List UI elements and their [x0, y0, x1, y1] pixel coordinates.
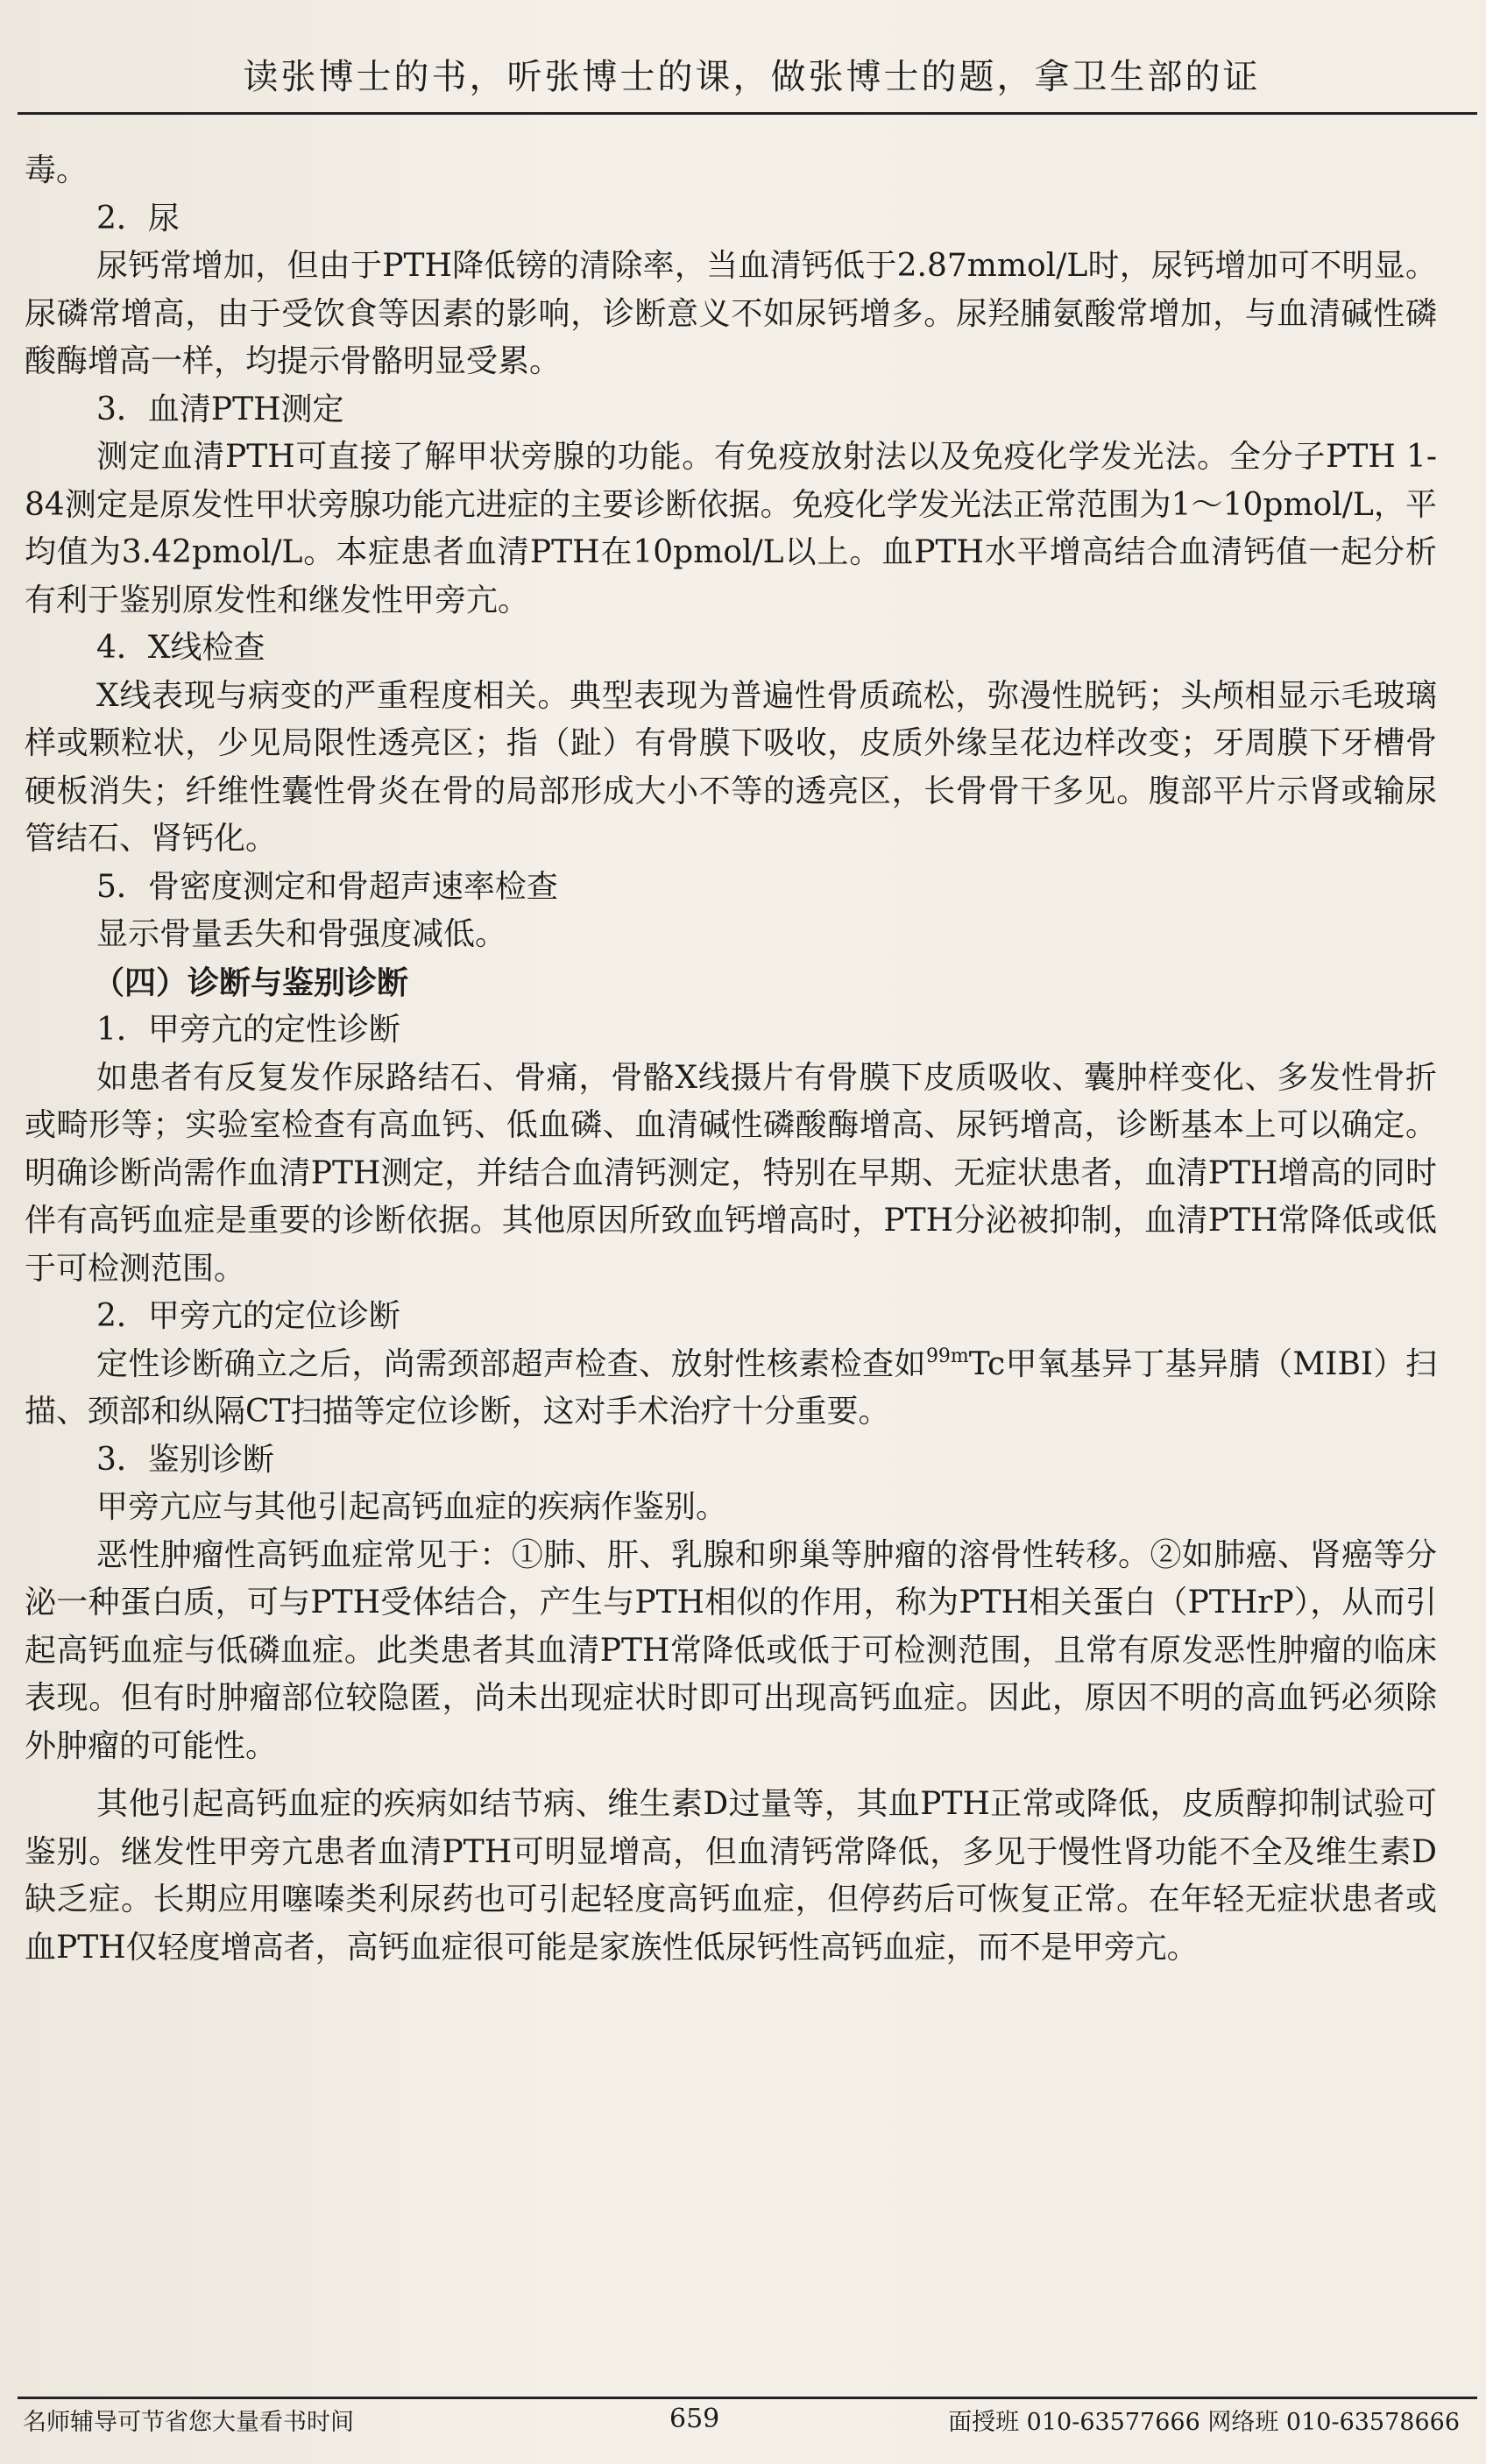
- page-footer: [18, 2405, 1468, 2449]
- section-heading-diagnosis: （四）诊断与鉴别诊断: [93, 964, 409, 1001]
- page-number: 659: [669, 2404, 720, 2434]
- heading-localization-diagnosis: 2．甲旁亢的定位诊断: [96, 1298, 400, 1334]
- paragraph-xray: X线表现与病变的严重程度相关。典型表现为普遍性骨质疏松，弥漫性脱钙；头颅相显示毛玻璃样或颗粒状，少见局限性透亮区；指（趾）有骨膜下吸收，皮质外缘呈花边样改变；牙周膜下牙槽骨硬板消失；纤维性囊性骨炎在骨的局部形成大小不等的透亮区，长骨骨干多见。腹部平片示肾或输尿管结石、肾钙化。: [25, 677, 1437, 857]
- paragraph-continuation: 毒。: [25, 152, 88, 188]
- heading-urine: 2．尿: [96, 200, 180, 237]
- paragraph-differential-intro: 甲旁亢应与其他引起高钙血症的疾病作鉴别。: [96, 1489, 728, 1525]
- heading-xray: 4．X线检查: [96, 630, 265, 666]
- footer-contact: 面授班 010-63577666 网络班 010-63578666: [948, 2409, 1460, 2436]
- paragraph-urine: 尿钙常增加，但由于PTH降低镑的清除率，当血清钙低于2.87mmol/L时，尿钙增加可不明显。尿磷常增高，由于受饮食等因素的影响，诊断意义不如尿钙增多。尿羟脯氨酸常增加，与血清碱性磷酸酶增高一样，均提示骨骼明显受累。: [25, 248, 1437, 379]
- text-segment: 定性诊断确立之后，尚需颈部超声检查、放射性核素检查如: [96, 1345, 926, 1382]
- paragraph-other-hypercalcemia: 其他引起高钙血症的疾病如结节病、维生素D过量等，其血PTH正常或降低，皮质醇抑制试验可鉴别。继发性甲旁亢患者血清PTH可明显增高，但血清钙常降低，多见于慢性肾功能不全及维生素D缺乏症。长期应用噻嗪类利尿药也可引起轻度高钙血症，但停药后可恢复正常。在年轻无症状患者或血PTH仅轻度增高者，高钙血症很可能是家族性低尿钙性高钙血症，而不是甲旁亢。: [25, 1786, 1437, 1966]
- heading-bone-density: 5．骨密度测定和骨超声速率检查: [96, 868, 558, 905]
- paragraph-malignant-hypercalcemia: 恶性肿瘤性高钙血症常见于：①肺、肝、乳腺和卵巢等肿瘤的溶骨性转移。②如肺癌、肾癌等分泌一种蛋白质，可与PTH受体结合，产生与PTH相似的作用，称为PTH相关蛋白（PTHrP），从而引起高钙血症与低磷血症。此类患者其血清PTH常降低或低于可检测范围，且常有原发恶性肿瘤的临床表现。但有时肿瘤部位较隐匿，尚未出现症状时即可出现高钙血症。因此，原因不明的高血钙必须除外肿瘤的可能性。: [25, 1536, 1437, 1764]
- footer-slogan: 名师辅导可节省您大量看书时间: [23, 2409, 354, 2436]
- running-header: 读张博士的书，听张博士的课，做张博士的题，拿卫生部的证: [243, 57, 1261, 97]
- heading-differential-diagnosis: 3．鉴别诊断: [96, 1441, 274, 1478]
- page-body: [25, 147, 1437, 1972]
- header-divider: [18, 112, 1477, 115]
- paragraph-qualitative-diagnosis: 如患者有反复发作尿路结石、骨痛，骨骼X线摄片有骨膜下皮质吸收、囊肿样变化、多发性骨折或畸形等；实验室检查有高血钙、低血磷、血清碱性磷酸酶增高、尿钙增高，诊断基本上可以确定。明确诊断尚需作血清PTH测定，并结合血清钙测定，特别在早期、无症状患者，血清PTH增高的同时伴有高钙血症是重要的诊断依据。其他原因所致血钙增高时，PTH分泌被抑制，血清PTH常降低或低于可检测范围。: [25, 1059, 1437, 1287]
- paragraph-bone-density: 显示骨量丢失和骨强度减低。: [96, 916, 507, 952]
- heading-pth-test: 3．血清PTH测定: [96, 391, 344, 427]
- isotope-superscript: 99m: [925, 1345, 969, 1367]
- heading-qualitative-diagnosis: 1．甲旁亢的定性诊断: [96, 1012, 400, 1048]
- paragraph-localization-diagnosis: [25, 1341, 1437, 1437]
- footer-divider: [18, 2397, 1477, 2399]
- text-segment: Tc甲氧基异丁基异腈（MIBI）扫描、颈部和纵隔CT扫描等定位诊断，这对手术治疗十分重要。: [25, 1345, 1437, 1430]
- paragraph-pth-test: 测定血清PTH可直接了解甲状旁腺的功能。有免疫放射法以及免疫化学发光法。全分子PTH 1-84测定是原发性甲状旁腺功能亢进症的主要诊断依据。免疫化学发光法正常范围为1～10pmol/L，平均值为3.42pmol/L。本症患者血清PTH在10pmol/L以上。血PTH水平增高结合血清钙值一起分析有利于鉴别原发性和继发性甲旁亢。: [25, 439, 1437, 618]
